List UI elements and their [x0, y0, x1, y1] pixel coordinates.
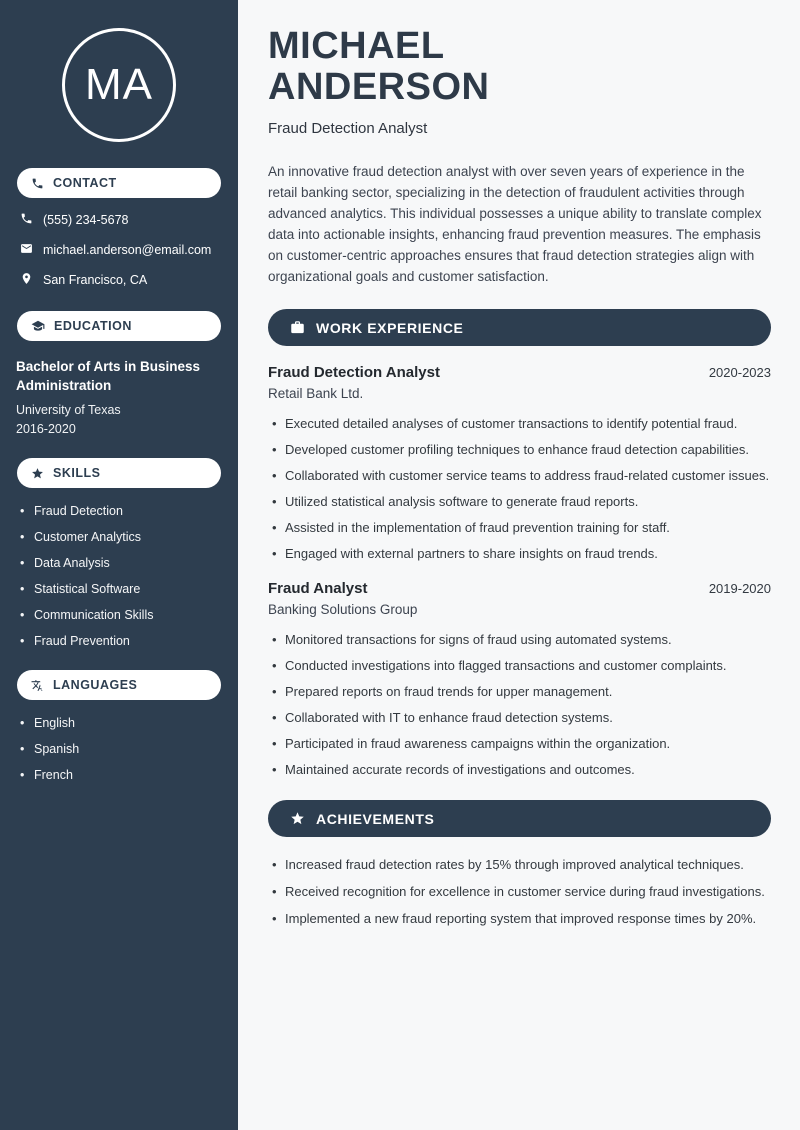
contact-section-header	[17, 168, 221, 198]
job-bullet: • Conducted investigations into flagged transactions and customer complaints.	[270, 658, 771, 674]
job-bullet: • Collaborated with IT to enhance fraud detection systems.	[270, 710, 771, 726]
work-experience-header-label: WORK EXPERIENCE	[316, 319, 464, 336]
education-block	[0, 341, 238, 436]
translate-icon	[31, 679, 44, 692]
job-dates: 2019-2020	[708, 581, 771, 596]
education-years: 2016-2020	[16, 422, 76, 436]
skill-item: • Fraud Detection	[20, 504, 222, 518]
skills-section-header	[17, 458, 221, 488]
job-bullet: • Assisted in the implementation of fraud prevention training for staff.	[270, 520, 771, 536]
contact-item-phone	[20, 212, 222, 229]
languages-section-header	[17, 670, 221, 700]
job-head	[268, 364, 771, 381]
job-bullet: • Developed customer profiling techniques to enhance fraud detection capabilities.	[270, 442, 771, 458]
main-content	[238, 0, 800, 1130]
phone-icon	[31, 177, 44, 190]
skill-item: • Fraud Prevention	[20, 634, 222, 648]
job-title: Fraud Detection Analyst	[268, 364, 440, 381]
skill-item: • Communication Skills	[20, 608, 222, 622]
achievement-bullet: • Received recognition for excellence in customer service during fraud investigations.	[270, 884, 771, 900]
achievements-header-label: ACHIEVEMENTS	[316, 810, 435, 827]
skill-item: • Statistical Software	[20, 582, 222, 596]
avatar	[62, 28, 176, 142]
contact-item-email	[20, 242, 222, 259]
phone-icon	[20, 212, 33, 229]
job-bullet: • Engaged with external partners to share insights on fraud trends.	[270, 546, 771, 562]
job-head	[268, 580, 771, 597]
skills-header-label: SKILLS	[53, 466, 101, 480]
education-degree: Bachelor of Arts in Business Administration	[16, 359, 201, 393]
work-experience-header	[268, 309, 771, 346]
contact-email-value: michael.anderson@email.com	[43, 243, 212, 257]
graduation-cap-icon	[31, 319, 45, 333]
star-icon	[31, 467, 44, 480]
languages-header-label: LANGUAGES	[53, 678, 138, 692]
job-bullet: • Monitored transactions for signs of fraud using automated systems.	[270, 632, 771, 648]
job-bullet-list	[270, 416, 771, 562]
candidate-title: Fraud Detection Analyst	[268, 120, 428, 137]
job-bullet: • Prepared reports on fraud trends for upper management.	[270, 684, 771, 700]
language-item: • English	[20, 716, 222, 730]
avatar-initials: MA	[85, 60, 153, 109]
briefcase-icon	[290, 320, 305, 335]
education-school: University of Texas	[16, 403, 121, 417]
job-dates: 2020-2023	[708, 365, 771, 380]
contact-header-label: CONTACT	[53, 176, 117, 190]
achievements-header	[268, 800, 771, 837]
job-bullet: • Executed detailed analyses of customer transactions to identify potential fraud.	[270, 416, 771, 432]
language-item: • French	[20, 768, 222, 782]
job-bullet: • Utilized statistical analysis software to generate fraud reports.	[270, 494, 771, 510]
skills-list	[0, 504, 238, 648]
languages-list	[0, 716, 238, 782]
sidebar	[0, 0, 238, 1130]
skill-item: • Customer Analytics	[20, 530, 222, 544]
summary-paragraph: An innovative fraud detection analyst with over seven years of experience in the retail banking sector, specializing in the detection of fraudulent activities through advanced analytics. This individual possesses a unique ability to translate complex data into actionable insights, enhancing fraud prevention measures. The emphasis on customer-centric approaches ensures that fraud detection strategies align with organizational goals and customer satisfaction.	[268, 164, 762, 284]
candidate-name: MICHAEL ANDERSON	[268, 25, 490, 108]
achievements-list	[270, 857, 771, 927]
envelope-icon	[20, 242, 33, 259]
star-icon	[290, 811, 305, 826]
language-item: • Spanish	[20, 742, 222, 756]
job-title: Fraud Analyst	[268, 580, 368, 597]
achievement-bullet: • Increased fraud detection rates by 15% through improved analytical techniques.	[270, 857, 771, 873]
education-section-header	[17, 311, 221, 341]
job-bullet: • Maintained accurate records of investigations and outcomes.	[270, 762, 771, 778]
job-bullet-list	[270, 632, 771, 778]
job-company: Retail Bank Ltd.	[268, 386, 364, 401]
job-bullet: • Collaborated with customer service teams to address fraud-related customer issues.	[270, 468, 771, 484]
achievement-bullet: • Implemented a new fraud reporting system that improved response times by 20%.	[270, 911, 771, 927]
contact-phone-value: (555) 234-5678	[43, 213, 129, 227]
contact-list	[0, 212, 238, 289]
skill-item: • Data Analysis	[20, 556, 222, 570]
job-entry	[268, 364, 771, 562]
education-header-label: EDUCATION	[54, 319, 132, 333]
job-entry	[268, 580, 771, 778]
contact-location-value: San Francisco, CA	[43, 273, 148, 287]
contact-item-location	[20, 272, 222, 289]
job-bullet: • Participated in fraud awareness campaigns within the organization.	[270, 736, 771, 752]
job-company: Banking Solutions Group	[268, 602, 418, 617]
location-pin-icon	[20, 272, 33, 289]
